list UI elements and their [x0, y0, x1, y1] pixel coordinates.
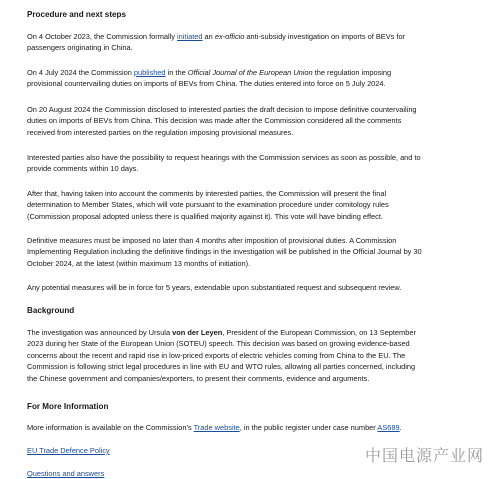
questions-and-answers-link[interactable]: Questions and answers	[27, 469, 105, 478]
trade-website-link[interactable]: Trade website	[193, 423, 240, 432]
paragraph-definitive-measures: Definitive measures must be imposed no later than 4 months after imposition of provisional duties. A Commission Implementing Regulation including the definitive findings in the investigation will be published in the Official Journal by 30 October 2024, at the latest (within maximum 13 months of initiation).	[27, 236, 422, 268]
trade-defence-link-row	[27, 445, 110, 456]
paragraph-initiation: On 4 October 2023, the Commission formally initiated an ex-officio anti-subsidy investigation on imports of BEVs for passengers originating in China.	[27, 32, 406, 53]
published-link[interactable]: published	[133, 68, 166, 77]
paragraph-background: The investigation was announced by Ursula von der Leyen, President of the European Commission, on 13 September 2023 during her State of the European Union (SOTEU) speech. This decision was based on growing evidence-based concerns about the recent and rapid rise in low-priced exports of electric vehicles coming from China to the EU. The Commission is following strict legal procedures in line with EU and WTO rules, allowing all parties concerned, including the Chinese government and companies/exporters, to present their comments, evidence and arguments.	[27, 328, 416, 383]
paragraph-final-determination: After that, having taken into account the comments by interested parties, the Commission will present the final determination to Member States, which will vote pursuant to the examination procedure under comitology rules (Commission proposal adopted unless there is qualified majority against it). This vote will have binding effect.	[27, 189, 389, 221]
paragraph-disclosure: On 20 August 2024 the Commission disclosed to interested parties the draft decision to impose definitive countervailing duties on imports of BEVs from China. This decision was made after the Commission considered all the comments received from interested parties on the regulation imposing provisional measures.	[27, 105, 417, 137]
heading-procedure: Procedure and next steps	[27, 10, 126, 19]
paragraph-hearings: Interested parties also have the possibility to request hearings with the Commission services as soon as possible, and to provide comments within 10 days.	[27, 153, 421, 174]
eu-trade-defence-policy-link[interactable]: EU Trade Defence Policy	[27, 446, 110, 455]
paragraph-more-info: More information is available on the Commission’s Trade website, in the public register under case number AS689.	[27, 423, 402, 432]
heading-more-info: For More Information	[27, 402, 109, 411]
paragraph-measure-duration: Any potential measures will be in force for 5 years, extendable upon substantiated request and subsequent review.	[27, 283, 402, 292]
case-as689-link[interactable]: AS689	[377, 423, 400, 432]
site-watermark: 中国电源产业网	[364, 446, 484, 465]
questions-link-row	[27, 468, 104, 479]
initiated-link[interactable]: initiated	[177, 32, 203, 41]
heading-background: Background	[27, 306, 75, 315]
paragraph-provisional-duties: On 4 July 2024 the Commission published in the Official Journal of the European Union the regulation imposing provisional countervailing duties on imports of BEVs from China. The duties entered into force on 5 July 2024.	[27, 68, 392, 89]
